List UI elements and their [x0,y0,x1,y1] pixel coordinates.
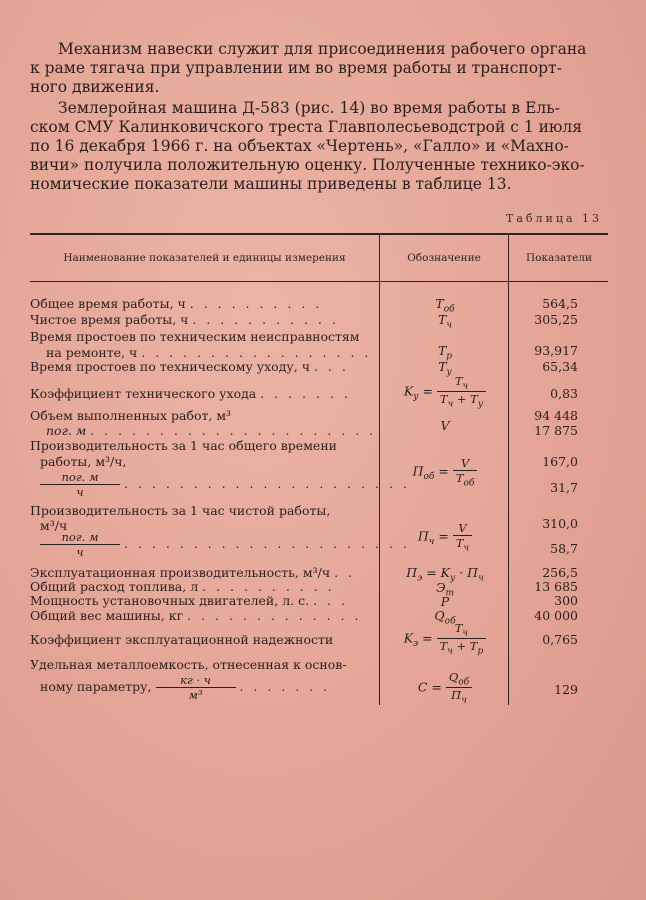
table-row-name: Время простоев по техническому уходу, ч . . . [30,359,349,374]
table-row-symbol: $T_ч$ [438,312,452,331]
table-row-value: 13 685 [534,579,578,594]
text-line: Механизм навески служит для присоединения рабочего органа [58,40,587,58]
table-row-value: 94 448 [534,408,578,423]
table-row-name: Эксплуатационная производительность, м³/ч . . [30,565,355,580]
table-row-symbol: $Э_т$ [435,580,455,599]
text-line: к раме тягача при управлении им во время работы и транспорт- [30,59,562,77]
table-row-value: 300 [554,593,578,608]
table-row-name: Производительность за 1 час общего времени [30,438,337,453]
table-row-name: Время простоев по техническим неисправностям [30,329,360,344]
table-row-formula: $П_{об}$ = $\frac{V}{T_{об}}$ [380,456,510,488]
table-row-value: 31,7 [550,480,578,495]
text-line: ском СМУ Калинковичского треста Главполесьеводстрой с 1 июля [30,118,583,136]
table-row-symbol: P [440,594,450,609]
table-row-value: 305,25 [534,312,578,327]
table-row-value: 167,0 [542,454,578,469]
table-row-symbol: $T_р$ [437,343,453,362]
table-row-name: Коэффициент технического ухода . . . . . . . [30,386,351,401]
table-row-name: Общее время работы, ч . . . . . . . . . . [30,296,323,311]
paragraph-mechanism [30,40,605,97]
table-row-formula: $П_ч$ = $\frac{V}{T_ч}$ [380,521,510,553]
text-line: по 16 декабря 1966 г. на объектах «Чертень», «Галло» и «Махно- [30,137,569,155]
table-row-name: Коэффициент эксплуатационной надежности [30,632,334,647]
table-row-formula: $П_э = K_у \cdot П_ч$ [406,565,484,584]
header-name: Наименование показателей и единицы измерения [63,252,346,264]
table-row-value: 564,5 [542,296,578,311]
table-row-name: м³/ч [40,518,68,533]
table-row-value: 40 000 [534,608,578,623]
header-symbol: Обозначение [407,252,481,264]
table-caption: Таблица 13 [506,212,602,225]
table-row-name: Чистое время работы, ч . . . . . . . . . . . [30,312,339,327]
paragraph-machine-d583 [30,99,605,194]
table-row-unit-fraction: $\frac{\text{пог. м}}{ч}$ . . . . . . . . . . . . . . . . . . . . . [40,470,410,499]
table-row-name: ному параметру, $\frac{кг \cdot ч}{\text{м³}}$ . . . . . . . [40,673,331,702]
table-row-value: 0,765 [542,632,578,647]
table-row-value: 310,0 [542,516,578,531]
text-line: вичи» получила положительную оценку. Полученные технико-эко- [30,156,585,174]
text-line: Землеройная машина Д-583 (рис. 14) во время работы в Ель- [58,99,560,117]
table-row-name: Удельная металлоемкость, отнесенная к основ- [30,657,347,672]
table-row-name: на ремонте, ч . . . . . . . . . . . . . . . . . [46,345,372,360]
table-row-name: Мощность установочных двигателей, л. с. . . . [30,593,348,608]
table-row-value: 129 [554,682,578,697]
table-row-value: 17 875 [534,423,578,438]
table-row-name: Производительность за 1 час чистой работы, [30,503,331,518]
table-row-formula: C = $\frac{Q_{об}}{П_ч}$ [380,670,510,706]
table-header-rule [30,281,608,282]
table-row-value: 58,7 [550,541,578,556]
table-row-symbol: $T_{об}$ [435,296,455,315]
table-row-name: работы, м³/ч, [40,454,127,469]
table-row-formula: $K_э$ = $\frac{T_ч}{T_ч + T_р}$ [380,621,510,657]
table-row-unit-fraction: $\frac{\text{пог. м}}{ч}$ . . . . . . . . . . . . . . . . . . . . . [40,530,410,559]
table-row-name: Общий расход топлива, л . . . . . . . . . . [30,579,335,594]
text-line: номические показатели машины приведены в таблице 13. [30,175,512,193]
table-row-name: Общий вес машины, кг . . . . . . . . . . . . . [30,608,362,623]
table-row-symbol: $T_у$ [438,359,452,378]
table-row-name: пог. м . . . . . . . . . . . . . . . . . . . . . [46,423,377,438]
header-value: Показатели [526,252,592,264]
table-row-value: 93,917 [534,343,578,358]
table-row-name: Объем выполненных работ, м³ [30,408,232,423]
table-row-symbol: V [440,418,450,433]
table-row-value: 65,34 [542,359,578,374]
table-row-symbol: $Q_{об}$ [434,608,456,627]
table-row-value: 0,83 [550,386,578,401]
table-row-formula: $K_у$ = $\frac{T_ч}{T_ч + T_у}$ [380,374,510,410]
table-row-value: 256,5 [542,565,578,580]
table-top-rule [30,233,608,235]
text-line: ного движения. [30,78,160,96]
